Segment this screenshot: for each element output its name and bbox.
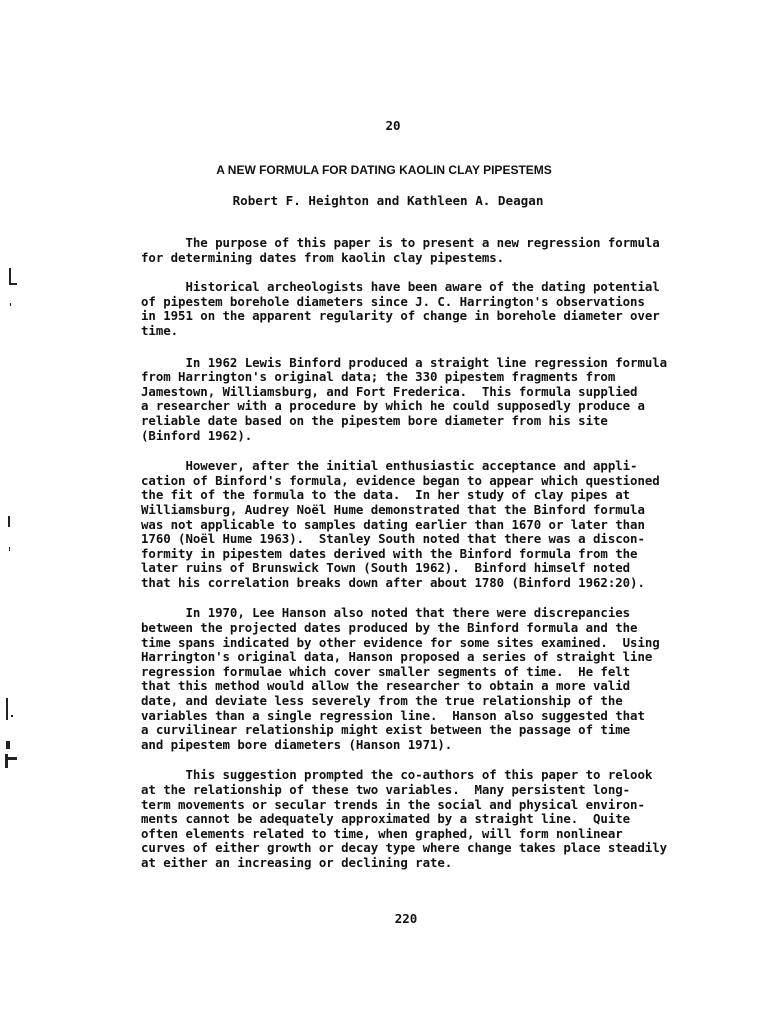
margin-scan-mark xyxy=(6,741,10,749)
article-authors: Robert F. Heighton and Kathleen A. Deagan xyxy=(232,193,544,208)
margin-scan-mark xyxy=(9,268,11,284)
paragraph-3 xyxy=(141,356,681,444)
margin-scan-mark xyxy=(10,303,11,306)
article-title: A NEW FORMULA FOR DATING KAOLIN CLAY PIPESTEMS xyxy=(216,163,552,177)
page-number-top: 20 xyxy=(385,118,401,133)
article-body xyxy=(141,236,681,886)
text-line: regression formulae which cover smaller segments of time. He felt xyxy=(141,663,631,679)
text-line: of pipestem borehole diameters since J. C. Harrington's observations xyxy=(141,293,645,309)
text-line: at the relationship of these two variables. Many persistent long- xyxy=(141,782,631,797)
text-line: ments cannot be adequately approximated by a straight line. Quite xyxy=(141,811,631,827)
text-line: Historical archeologists have been aware of the dating potential xyxy=(141,279,660,295)
text-line: later ruins of Brunswick Town (South 1962). Binford himself noted xyxy=(141,560,631,576)
text-line: a curvilinear relationship might exist between the passage of time xyxy=(141,722,631,738)
text-line: 1760 (Noël Hume 1963). Stanley South noted that there was a discon- xyxy=(141,531,645,547)
margin-scan-mark xyxy=(6,698,8,720)
text-line: reliable date based on the pipestem bore diameter from his site xyxy=(141,412,608,428)
margin-scan-mark xyxy=(11,715,13,717)
text-line: curves of either growth or decay type where change takes place steadily xyxy=(141,840,668,856)
text-line: (Binford 1962). xyxy=(141,427,253,443)
text-line: from Harrington's original data; the 330 pipestem fragments from xyxy=(141,369,616,385)
text-line: However, after the initial enthusiastic acceptance and appli- xyxy=(141,458,638,474)
text-line: Jamestown, Williamsburg, and Fort Frederica. This formula supplied xyxy=(141,383,638,399)
text-line: that his correlation breaks down after about 1780 (Binford 1962:20). xyxy=(141,574,645,590)
text-line: In 1962 Lewis Binford produced a straight line regression formula xyxy=(141,354,668,370)
paragraph-2 xyxy=(141,280,681,338)
text-line: for determining dates from kaolin clay pipestems. xyxy=(141,249,505,265)
margin-scan-mark xyxy=(9,283,17,285)
margin-scan-mark xyxy=(9,547,10,551)
text-line: in 1951 on the apparent regularity of change in borehole diameter over xyxy=(141,308,660,324)
text-line: In 1970, Lee Hanson also noted that there were discrepancies xyxy=(141,605,631,621)
margin-scan-mark xyxy=(5,757,17,760)
paragraph-6 xyxy=(141,768,681,870)
text-line: This suggestion prompted the co-authors of this paper to relook xyxy=(141,767,653,783)
text-line: date, and deviate less severely from the true relationship of the xyxy=(141,693,623,709)
text-line: formity in pipestem dates derived with the Binford formula from the xyxy=(141,545,638,561)
margin-scan-mark xyxy=(8,516,10,527)
text-line: time. xyxy=(141,322,179,338)
text-line: The purpose of this paper is to present a new regression formula xyxy=(141,235,660,250)
text-line: and pipestem bore diameters (Hanson 1971). xyxy=(141,736,453,752)
paragraph-1 xyxy=(141,236,681,265)
text-line: was not applicable to samples dating earlier than 1670 or later than xyxy=(141,516,645,532)
text-line: cation of Binford's formula, evidence began to appear which questioned xyxy=(141,472,660,488)
paragraph-5 xyxy=(141,606,681,752)
text-line: that this method would allow the researcher to obtain a more valid xyxy=(141,678,631,694)
text-line: time spans indicated by other evidence for some sites examined. Using xyxy=(141,634,660,650)
text-line: at either an increasing or declining rate. xyxy=(141,854,453,870)
text-line: a researcher with a procedure by which he could supposedly produce a xyxy=(141,398,645,414)
text-line: term movements or secular trends in the social and physical environ- xyxy=(141,796,645,812)
text-line: between the projected dates produced by the Binford formula and the xyxy=(141,620,638,636)
text-line: often elements related to time, when graphed, will form nonlinear xyxy=(141,825,623,841)
text-line: Williamsburg, Audrey Noël Hume demonstrated that the Binford formula xyxy=(141,501,645,517)
text-line: the fit of the formula to the data. In her study of clay pipes at xyxy=(141,487,631,503)
text-line: Harrington's original data, Hanson proposed a series of straight line xyxy=(141,649,653,665)
text-line: variables than a single regression line. Hanson also suggested that xyxy=(141,707,645,723)
page-number-bottom: 220 xyxy=(394,911,418,926)
paragraph-4 xyxy=(141,459,681,590)
